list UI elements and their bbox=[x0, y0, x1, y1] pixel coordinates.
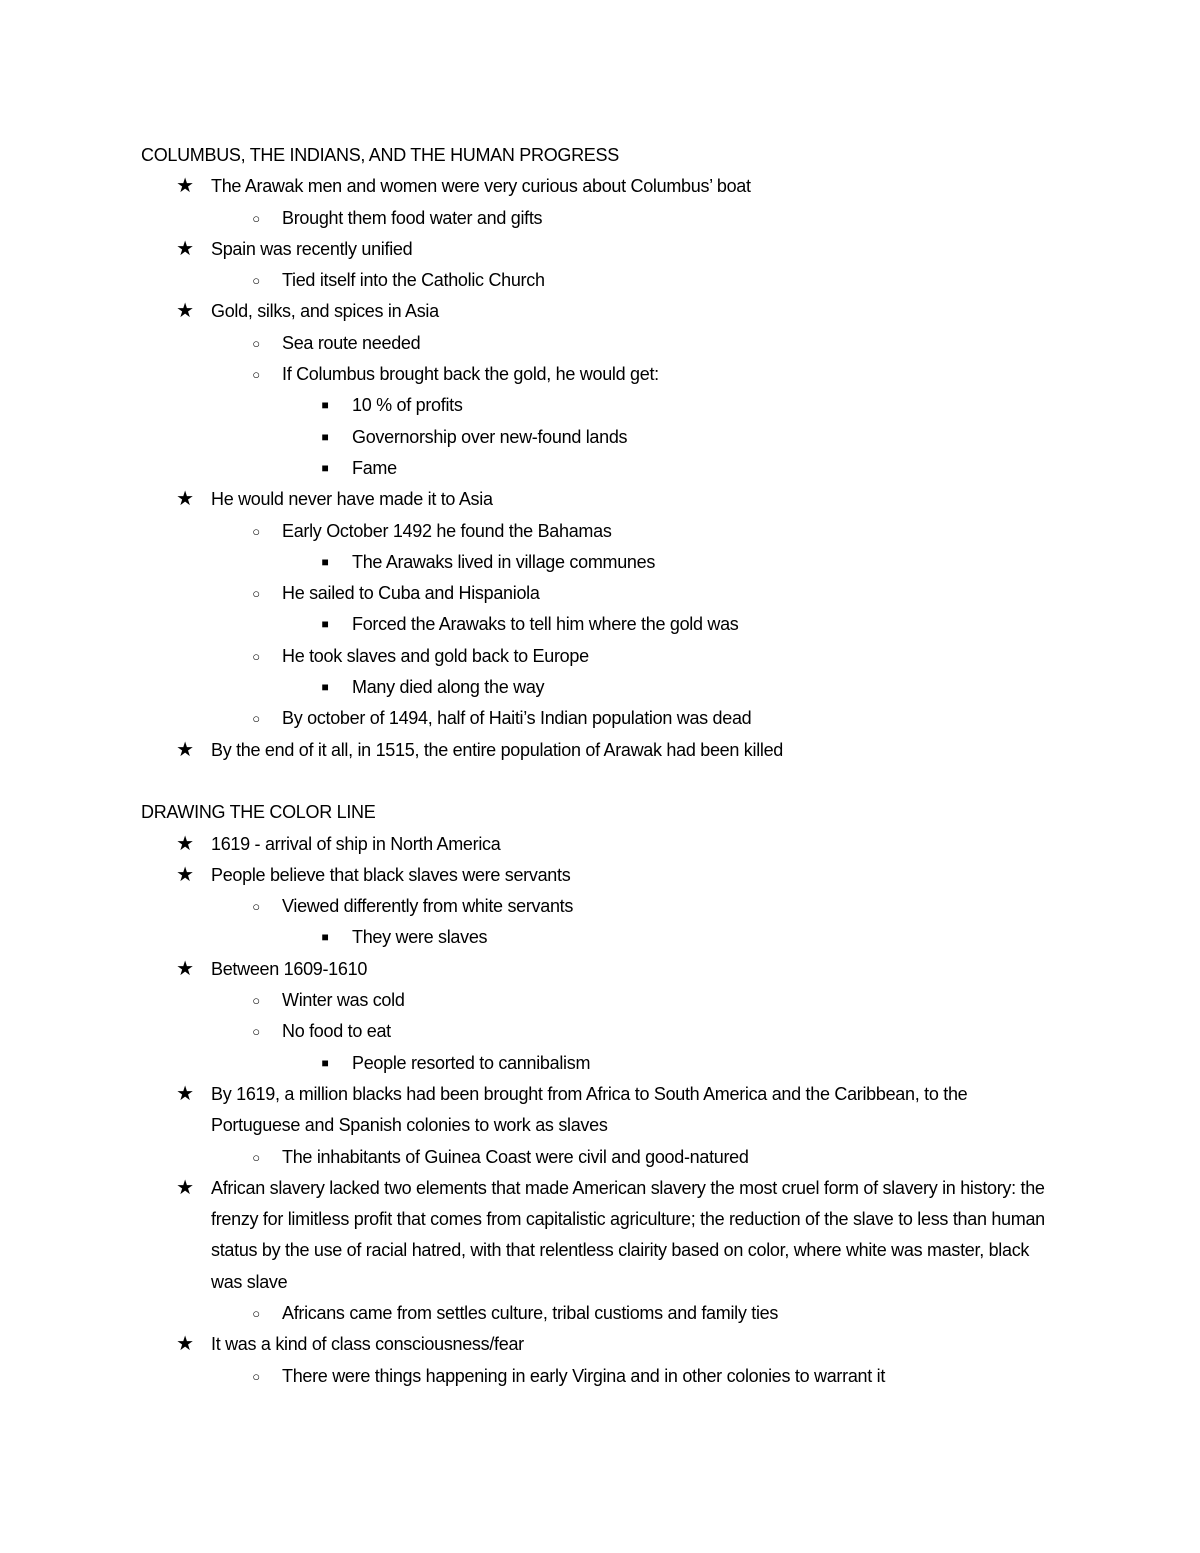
list-item-level-1 bbox=[141, 954, 1061, 985]
bullet-list bbox=[141, 829, 1061, 1392]
list-item-text: Tied itself into the Catholic Church bbox=[282, 270, 545, 291]
list-item-level-2 bbox=[141, 516, 1061, 547]
list-item-text: There were things happening in early Virgina and in other colonies to warrant it bbox=[282, 1365, 886, 1386]
list-item-text: He sailed to Cuba and Hispaniola bbox=[282, 583, 540, 604]
circle-bullet-icon: ○ bbox=[252, 711, 260, 727]
circle-bullet-icon: ○ bbox=[252, 1305, 260, 1321]
star-bullet-icon: ★ bbox=[176, 237, 194, 260]
square-bullet-icon: ■ bbox=[321, 460, 329, 475]
list-item-level-1 bbox=[141, 296, 1061, 327]
list-item-text: The Arawak men and women were very curious about Columbus’ boat bbox=[211, 176, 751, 197]
list-item-text: By 1619, a million blacks had been brought from Africa to South America and the Caribbean, to the Portuguese and Spanish colonies to work as slaves bbox=[211, 1083, 968, 1136]
star-bullet-icon: ★ bbox=[176, 1176, 194, 1199]
list-item-level-3 bbox=[141, 609, 1061, 640]
list-item-text: Forced the Arawaks to tell him where the gold was bbox=[352, 614, 739, 635]
list-item-text: African slavery lacked two elements that made American slavery the most cruel form of slavery in history: the frenzy for limitless profit that comes from capitalistic agriculture; the reduction of the slave to less than human status by the use of racial hatred, with that relentless clairity based on color, where white was master, black was slave bbox=[211, 1177, 1045, 1292]
list-item-level-3 bbox=[141, 390, 1061, 421]
list-item-level-3 bbox=[141, 922, 1061, 953]
section-title: DRAWING THE COLOR LINE bbox=[141, 802, 376, 823]
circle-bullet-icon: ○ bbox=[252, 993, 260, 1009]
list-item-text: The Arawaks lived in village communes bbox=[352, 551, 656, 572]
list-item-level-3 bbox=[141, 422, 1061, 453]
list-item-text: By october of 1494, half of Haiti’s Indian population was dead bbox=[282, 708, 752, 729]
list-item-text: 1619 - arrival of ship in North America bbox=[211, 833, 501, 854]
circle-bullet-icon: ○ bbox=[252, 899, 260, 915]
star-bullet-icon: ★ bbox=[176, 488, 194, 511]
list-item-text: He would never have made it to Asia bbox=[211, 489, 493, 510]
circle-bullet-icon: ○ bbox=[252, 335, 260, 351]
list-item-level-2 bbox=[141, 578, 1061, 609]
square-bullet-icon: ■ bbox=[321, 398, 329, 413]
list-item-level-2 bbox=[141, 203, 1061, 234]
list-item-level-2 bbox=[141, 1142, 1061, 1173]
square-bullet-icon: ■ bbox=[321, 1055, 329, 1070]
star-bullet-icon: ★ bbox=[176, 1082, 194, 1105]
section-spacer bbox=[141, 766, 1061, 797]
list-item-text: Early October 1492 he found the Bahamas bbox=[282, 520, 612, 541]
circle-bullet-icon: ○ bbox=[252, 367, 260, 383]
list-item-text: People believe that black slaves were servants bbox=[211, 864, 571, 885]
square-bullet-icon: ■ bbox=[321, 617, 329, 632]
list-item-text: Spain was recently unified bbox=[211, 238, 413, 259]
list-item-level-2 bbox=[141, 703, 1061, 734]
list-item-text: Gold, silks, and spices in Asia bbox=[211, 301, 439, 322]
square-bullet-icon: ■ bbox=[321, 930, 329, 945]
list-item-level-2 bbox=[141, 359, 1061, 390]
circle-bullet-icon: ○ bbox=[252, 1024, 260, 1040]
list-item-level-1 bbox=[141, 1329, 1061, 1360]
bullet-list bbox=[141, 171, 1061, 766]
list-item-level-2 bbox=[141, 265, 1061, 296]
document-content bbox=[141, 140, 1061, 1392]
star-bullet-icon: ★ bbox=[176, 863, 194, 886]
list-item-level-1 bbox=[141, 234, 1061, 265]
list-item-level-2 bbox=[141, 641, 1061, 672]
list-item-level-3 bbox=[141, 672, 1061, 703]
list-item-text: People resorted to cannibalism bbox=[352, 1052, 591, 1073]
list-item-level-1 bbox=[141, 1173, 1061, 1298]
star-bullet-icon: ★ bbox=[176, 957, 194, 980]
list-item-text: Governorship over new-found lands bbox=[352, 426, 628, 447]
list-item-level-1 bbox=[141, 171, 1061, 202]
square-bullet-icon: ■ bbox=[321, 554, 329, 569]
list-item-level-2 bbox=[141, 891, 1061, 922]
star-bullet-icon: ★ bbox=[176, 175, 194, 198]
list-item-text: No food to eat bbox=[282, 1021, 391, 1042]
list-item-level-2 bbox=[141, 1298, 1061, 1329]
list-item-text: The inhabitants of Guinea Coast were civil and good-natured bbox=[282, 1146, 749, 1167]
list-item-text: Many died along the way bbox=[352, 677, 545, 698]
list-item-text: They were slaves bbox=[352, 927, 488, 948]
list-item-level-3 bbox=[141, 1048, 1061, 1079]
list-item-text: 10 % of profits bbox=[352, 395, 463, 416]
star-bullet-icon: ★ bbox=[176, 1333, 194, 1356]
list-item-text: Brought them food water and gifts bbox=[282, 207, 543, 228]
section-title: COLUMBUS, THE INDIANS, AND THE HUMAN PROGRESS bbox=[141, 145, 619, 165]
list-item-text: He took slaves and gold back to Europe bbox=[282, 645, 589, 666]
square-bullet-icon: ■ bbox=[321, 680, 329, 695]
list-item-text: Africans came from settles culture, tribal custioms and family ties bbox=[282, 1302, 779, 1323]
list-item-text: Between 1609-1610 bbox=[211, 958, 368, 979]
list-item-level-2 bbox=[141, 328, 1061, 359]
list-item-level-2 bbox=[141, 1016, 1061, 1047]
circle-bullet-icon: ○ bbox=[252, 648, 260, 664]
list-item-level-1 bbox=[141, 484, 1061, 515]
list-item-level-2 bbox=[141, 1361, 1061, 1392]
circle-bullet-icon: ○ bbox=[252, 586, 260, 602]
star-bullet-icon: ★ bbox=[176, 738, 194, 761]
list-item-text: Viewed differently from white servants bbox=[282, 896, 574, 917]
list-item-text: Winter was cold bbox=[282, 990, 405, 1011]
list-item-text: It was a kind of class consciousness/fear bbox=[211, 1334, 524, 1355]
star-bullet-icon: ★ bbox=[176, 300, 194, 323]
star-bullet-icon: ★ bbox=[176, 832, 194, 855]
list-item-level-1 bbox=[141, 829, 1061, 860]
list-item-level-1 bbox=[141, 1079, 1061, 1142]
list-item-level-3 bbox=[141, 547, 1061, 578]
circle-bullet-icon: ○ bbox=[252, 1149, 260, 1165]
square-bullet-icon: ■ bbox=[321, 429, 329, 444]
list-item-level-1 bbox=[141, 735, 1061, 766]
circle-bullet-icon: ○ bbox=[252, 210, 260, 226]
list-item-text: If Columbus brought back the gold, he would get: bbox=[282, 364, 659, 385]
list-item-level-2 bbox=[141, 985, 1061, 1016]
circle-bullet-icon: ○ bbox=[252, 1368, 260, 1384]
circle-bullet-icon: ○ bbox=[252, 523, 260, 539]
list-item-level-1 bbox=[141, 860, 1061, 891]
list-item-text: By the end of it all, in 1515, the entire population of Arawak had been killed bbox=[211, 739, 784, 760]
list-item-text: Sea route needed bbox=[282, 332, 421, 353]
list-item-level-3 bbox=[141, 453, 1061, 484]
circle-bullet-icon: ○ bbox=[252, 273, 260, 289]
list-item-text: Fame bbox=[352, 457, 397, 478]
